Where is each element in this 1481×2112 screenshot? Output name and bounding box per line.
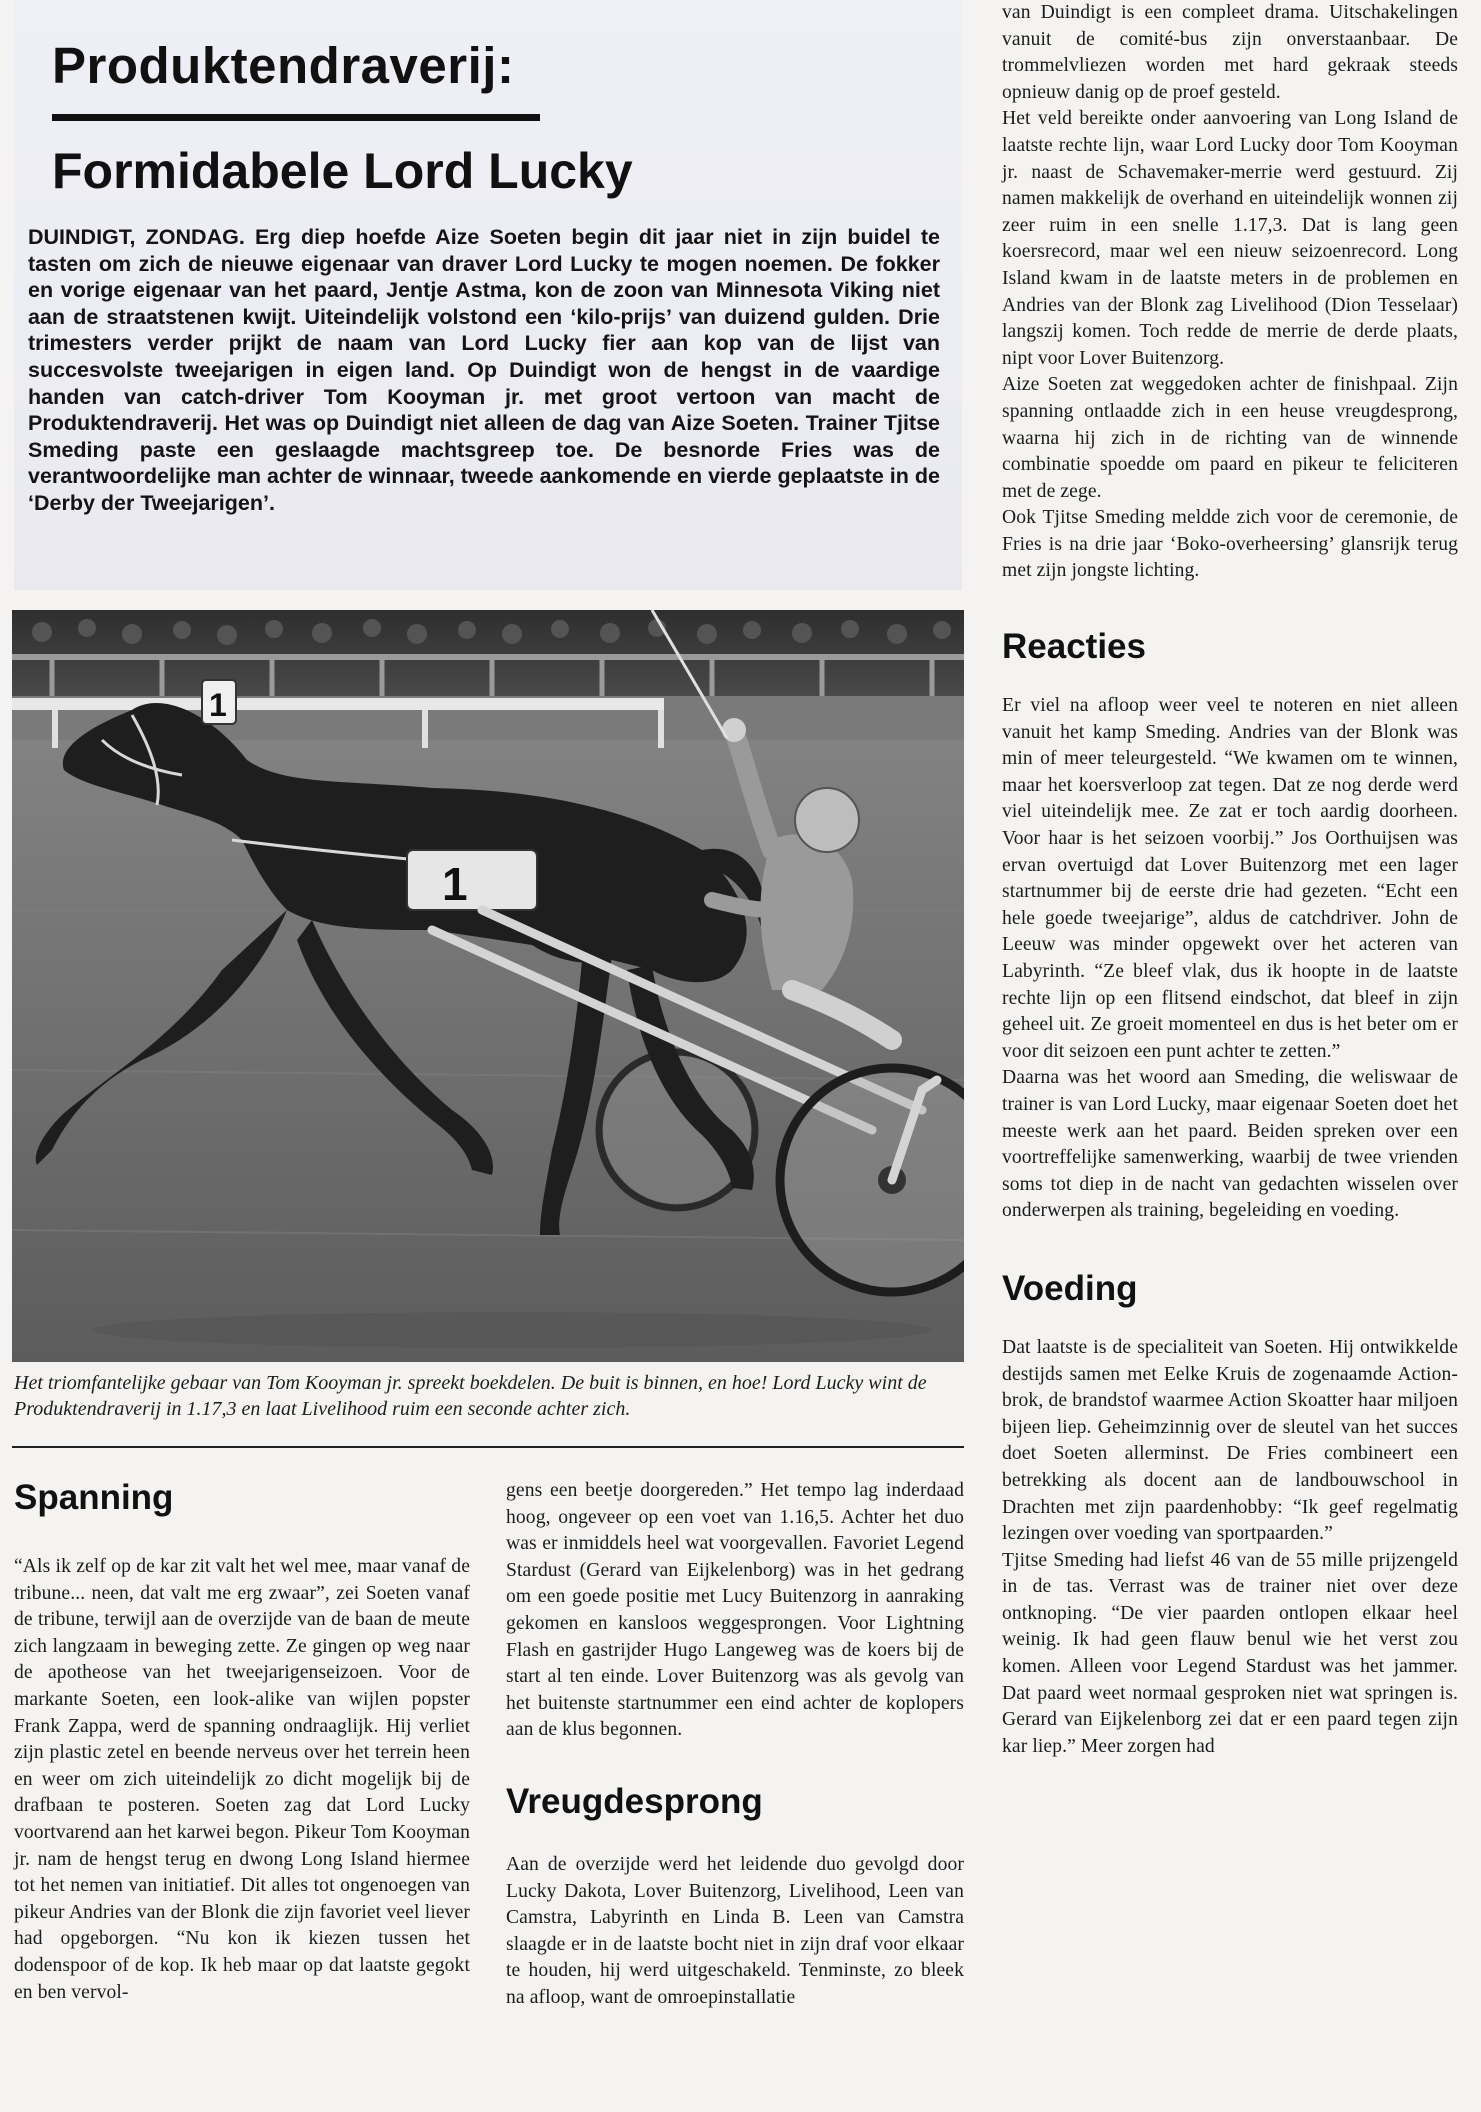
caption-rule [12, 1446, 964, 1448]
kicker-rule [52, 114, 540, 121]
saddle-number: 1 [442, 858, 468, 910]
vreugdesprong-paragraph: Aan de overzijde werd het leidende duo gevolgd door Lucky Dakota, Lover Buitenzorg, Livelihood, Leen van Camstra, Labyrinth en Linda B. Leen van Camstra slaagde er in de laatste bocht niet in zijn draf voor elkaar te houden, hij werd uitgeschakeld. Tenminste, zo bleek na afloop, want de omroepinstallatie [506, 1853, 964, 2008]
section-heading-spanning: Spanning [14, 1478, 174, 1517]
spanning-paragraph: “Als ik zelf op de kar zit valt het wel mee, maar vanaf de tribune... neen, dat valt me erg zwaar”, zei Soeten vanaf de tribune, terwijl aan de overzijde van de baan de meute zich langzaam in beweging zette. Ze gingen op weg naar de apotheose van het tweejarigenseizoen. Voor de markante Soeten, een look-alike van wijlen popster Frank Zappa, werd de spanning ondraaglijk. Hij verliet zijn plastic zetel en beende nerveus over het terrein heen en weer om zich uiteindelijk zo dicht mogelijk bij de drafbaan te posteren. Soeten zag dat Lord Lucky voortvarend aan het karwei begon. Pikeur Tom Kooyman jr. nam de hengst terug en dwong Long Island hiermee tot het nemen van initiatief. Dit alles tot ongenoegen van pikeur Andries van der Blonk die zijn favoriet veel liever had opgeborgen. “Nu kon ik kiezen tussen het dodenspoor of de kop. Ik heb maar op dat laatste gegokt en ben vervol- [14, 1556, 470, 2003]
col3-paragraph: van Duindigt is een compleet drama. Uitschakelingen vanuit de comité-bus zijn onverstaanbaar. De trommelvliezen worden met hard gekraak steeds opnieuw danig op de proef gesteld. [1002, 2, 1458, 103]
voeding-paragraph: Tjitse Smeding had liefst 46 van de 55 mille prijzengeld in de tas. Verrast was de trainer niet over deze ontknoping. “De vier paarden ontlopen elkaar heel weinig. Ik had geen flauw benul wie het verst zou komen. Alleen voor Legend Stardust was het jammer. Dat paard weet normaal gesproken niet wat springen is. Gerard van Eijkelenborg zei dat er een paard tegen zijn kar liep.” Meer zorgen had [1002, 1549, 1458, 1757]
col3-paragraph: Het veld bereikte onder aanvoering van Long Island de laatste rechte lijn, waar Lord Lucky door Tom Kooyman jr. naast de Schavemaker-merrie werd gestuurd. Zij namen makkelijk de overhand en uiteindelijk wonnen zij zeer ruim in een snelle 1.17,3. Dat is lang geen koersrecord, maar wel een nieuw seizoenrecord. Long Island kwam in de laatste meters in de problemen en Andries van der Blonk zag Livelihood (Dion Tesselaar) langszij komen. Toch redde de merrie de derde plaats, nipt voor Lover Buitenzorg. [1002, 108, 1458, 369]
head-number: 1 [209, 687, 227, 723]
column-middle [506, 1478, 964, 2012]
reacties-paragraph: Daarna was het woord aan Smeding, die weliswaar de trainer is van Lord Lucky, maar eigenaar Soeten doet het meeste werk aan het paard. Beiden spreken over een voortreffelijke samenwerking, waarbij de twee vrienden soms tot diep in de nacht van gedachten wisselen over onderwerpen als training, begeleiding en voeding. [1002, 1067, 1458, 1222]
intro-paragraph: DUINDIGT, ZONDAG. Erg diep hoefde Aize Soeten begin dit jaar niet in zijn buidel te tasten om zich de nieuwe eigenaar van draver Lord Lucky te mogen noemen. De fokker en vorige eigenaar van het paard, Jentje Astma, kon de zoon van Minnesota Viking niet aan de straatstenen kwijt. Uiteindelijk volstond een ‘kilo-prijs’ van duizend gulden. Drie trimesters verder prijkt de naam van Lord Lucky fier aan kop van de lijst van succesvolste tweejarigen in eigen land. Op Duindigt won de hengst in de vaardige handen van catch-driver Tom Kooyman jr. met groot vertoon van macht de Produktendraverij. Het was op Duindigt niet alleen de dag van Aize Soeten. Trainer Tjitse Smeding paste een geslaagde machtsgreep toe. De besnorde Fries was de verantwoordelijke man achter de winnaar, tweede aankomende en vierde geplaatste in de ‘Derby der Tweejarigen’. [28, 225, 940, 515]
column-left [14, 1478, 470, 2006]
lead-box [14, 0, 962, 590]
horse-sulky-illustration [12, 610, 964, 1362]
col3-paragraph: Ook Tjitse Smeding meldde zich voor de ceremonie, de Fries is na drie jaar ‘Boko-overheersing’ glansrijk terug met zijn jongste lichting. [1002, 507, 1458, 582]
col3-paragraph: Aize Soeten zat weggedoken achter de finishpaal. Zijn spanning ontlaadde zich in een heuse vreugdesprong, waarna hij zich in de richting van de winnende combinatie spoedde om paard en pikeur te feliciteren met de zege. [1002, 374, 1458, 502]
kicker: Produktendraverij: [52, 37, 515, 94]
headline: Formidabele Lord Lucky [52, 143, 633, 199]
section-heading-reacties: Reacties [1002, 627, 1146, 667]
voeding-paragraph: Dat laatste is de specialiteit van Soeten. Hij ontwikkelde destijds samen met Eelke Kruis de zogenaamde Action-brok, de brandstof waarmee Action Skoatter haar miljoen bijeen liep. Geheimzinnig over de sleutel van het succes doet Soeten allerminst. De Fries combineert een betrekking als docent aan de landbouwschool in Drachten met zijn paardenhobby: “Ik geef regelmatig lezingen over voeding van sportpaarden.” [1002, 1336, 1458, 1545]
saddle-cloth [407, 850, 537, 910]
column-right [1002, 0, 1458, 1760]
race-photo [12, 610, 964, 1362]
photo-caption: Het triomfantelijke gebaar van Tom Kooyman jr. spreekt boekdelen. De buit is binnen, en hoe! Lord Lucky wint de Produktendraverij in 1.17,3 en laat Livelihood ruim een seconde achter zich. [14, 1372, 927, 1420]
section-heading-vreugdesprong: Vreugdesprong [506, 1781, 763, 1821]
spanning-continuation: gens een beetje doorgereden.” Het tempo lag inderdaad hoog, ongeveer op een voet van 1.16,5. Achter het duo was er inmiddels heel wat voorgevallen. Favoriet Legend Stardust (Gerard van Eijkelenborg) was in het gedrang om een goede positie met Lucy Buitenzorg in aanraking gekomen en kansloos weggesprongen. Voor Lightning Flash en gastrijder Hugo Langeweg was de koers bij de start al ten einde. Lover Buitenzorg was als gevolg van het buitenste startnummer een eind achter de koplopers aan de klus begonnen. [506, 1480, 964, 1741]
section-heading-voeding: Voeding [1002, 1268, 1138, 1308]
reacties-paragraph: Er viel na afloop weer veel te noteren en niet alleen vanuit het kamp Smeding. Andries van der Blonk was min of meer teleurgesteld. “We kwamen om te winnen, maar het koersverloop zat tegen. Dat ze nog derde werd viel uiteindelijk mee. Ze zat er toch aardig doorheen. Voor haar is het seizoen voorbij.” Jos Oorthuijsen was ervan overtuigd dat Lover Buitenzorg met een lager startnummer bij de eerste drie had gezeten. “Echt een hele goede tweejarige”, aldus de catchdriver. John de Leeuw was minder opgewekt over het acteren van Labyrinth. “Ze bleef vlak, dus ik hoopte in de laatste rechte lijn op een flitsend eindschot, dat bleef in zijn geheel uit. Ze groeit momenteel en dus is het beter om er voor dit seizoen een punt achter te zetten.” [1002, 695, 1458, 1062]
